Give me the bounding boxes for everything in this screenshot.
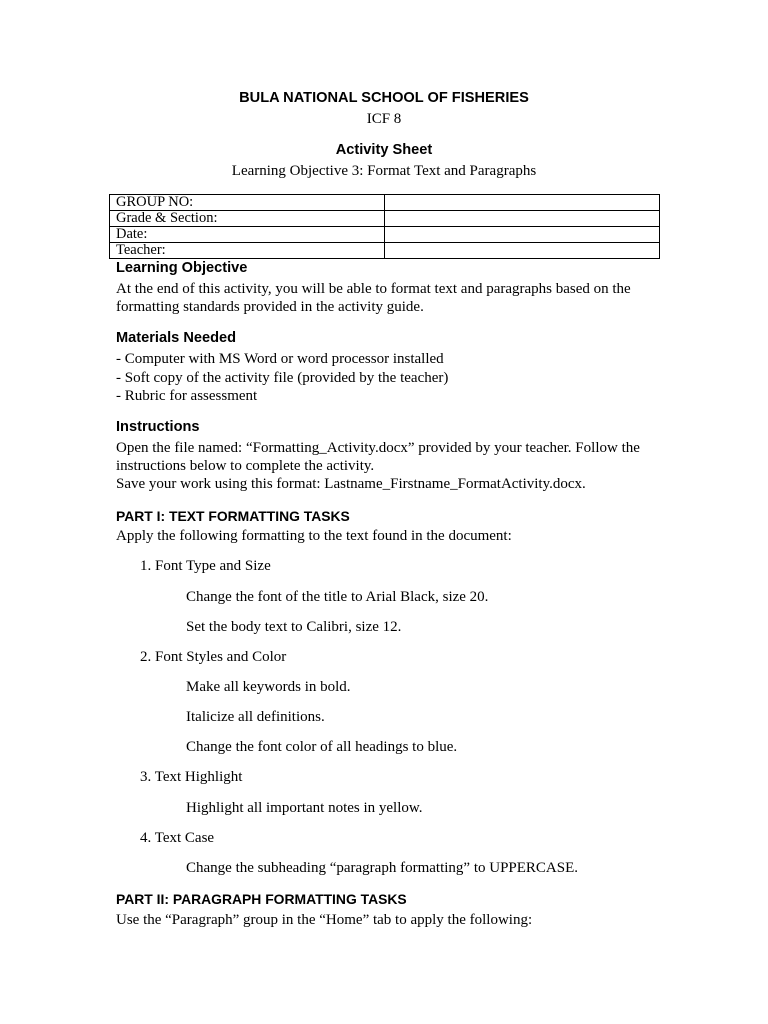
part2-heading: PART II: PARAGRAPH FORMATTING TASKS	[116, 891, 407, 907]
task-number: 3.	[140, 769, 152, 785]
task-heading	[140, 829, 214, 847]
task-step: Change the font of the title to Arial Black, size 20.	[186, 589, 489, 605]
task-number: 1.	[140, 558, 152, 574]
info-value-teacher	[385, 243, 660, 259]
task-heading	[140, 648, 286, 666]
table-row	[110, 195, 660, 211]
instructions-line: Open the file named: “Formatting_Activity.docx” provided by your teacher. Follow the	[116, 440, 640, 456]
info-label-date: Date:	[110, 227, 385, 243]
task-step: Change the subheading “paragraph formatting” to UPPERCASE.	[186, 860, 579, 876]
info-label-group-no: GROUP NO:	[110, 195, 385, 211]
learning-objective-line: formatting standards provided in the activity guide.	[116, 299, 424, 315]
instructions-line: instructions below to complete the activity.	[116, 458, 375, 474]
task-step: Italicize all definitions.	[186, 709, 325, 725]
task-heading	[140, 768, 242, 786]
info-value-date	[385, 227, 660, 243]
part1-intro: Apply the following formatting to the text found in the document:	[116, 528, 512, 544]
learning-objective-line: At the end of this activity, you will be able to format text and paragraphs based on the	[116, 281, 631, 297]
learning-objective-heading: Learning Objective	[116, 260, 248, 276]
materials-item: - Rubric for assessment	[116, 388, 258, 404]
info-value-group-no	[385, 195, 660, 211]
task-title: Font Styles and Color	[155, 649, 287, 665]
task-step: Set the body text to Calibri, size 12.	[186, 619, 402, 635]
task-step: Change the font color of all headings to blue.	[186, 739, 458, 755]
part1-heading: PART I: TEXT FORMATTING TASKS	[116, 508, 350, 524]
materials-item: - Computer with MS Word or word processor installed	[116, 351, 444, 367]
instructions-heading: Instructions	[116, 419, 200, 435]
task-step: Highlight all important notes in yellow.	[186, 800, 423, 816]
task-step: Make all keywords in bold.	[186, 679, 351, 695]
table-row	[110, 243, 660, 259]
materials-heading: Materials Needed	[116, 330, 237, 346]
materials-item: - Soft copy of the activity file (provided by the teacher)	[116, 370, 449, 386]
task-number: 4.	[140, 830, 152, 846]
school-name: BULA NATIONAL SCHOOL OF FISHERIES	[239, 90, 529, 106]
instructions-line: Save your work using this format: Lastname_Firstname_FormatActivity.docx.	[116, 476, 586, 492]
sheet-title: Activity Sheet	[335, 142, 433, 158]
task-title: Text Case	[154, 830, 215, 846]
info-table	[109, 194, 660, 259]
info-value-grade-section	[385, 211, 660, 227]
table-row	[110, 211, 660, 227]
table-row	[110, 227, 660, 243]
course-code: ICF 8	[366, 111, 402, 127]
task-number: 2.	[140, 649, 152, 665]
part2-intro: Use the “Paragraph” group in the “Home” tab to apply the following:	[116, 912, 533, 928]
sheet-subtitle: Learning Objective 3: Format Text and Paragraphs	[231, 163, 537, 179]
task-title: Text Highlight	[154, 769, 243, 785]
info-label-grade-section: Grade & Section:	[110, 211, 385, 227]
task-heading	[140, 557, 271, 575]
task-title: Font Type and Size	[155, 558, 271, 574]
info-label-teacher: Teacher:	[110, 243, 385, 259]
